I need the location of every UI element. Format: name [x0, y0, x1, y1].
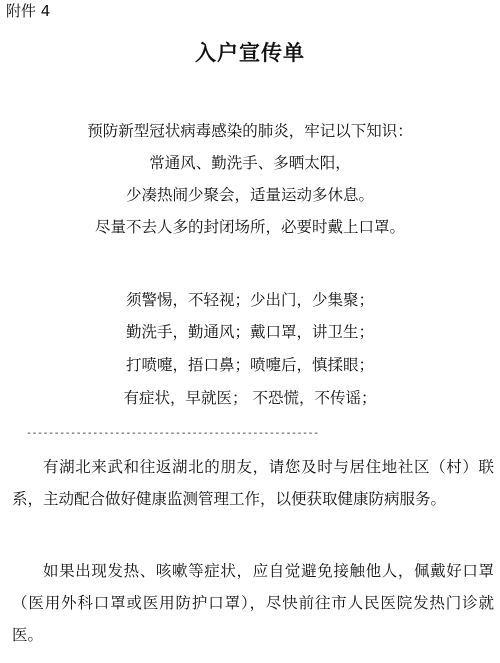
slogan-line-4: 有症状，早就医； 不恐慌，不传谣；	[123, 389, 377, 407]
notice-paragraph-2: 如果出现发热、咳嗽等症状，应自觉避免接触他人，佩戴好口罩（医用外科口罩或医用防护口罩），尽快前往市人民医院发热门诊就医。	[12, 562, 494, 644]
slogan-line-1: 须警惕，不轻视；少出门，少集聚；	[125, 291, 374, 309]
notice-paragraph-1: 有湖北来武和往返湖北的朋友，请您及时与居住地社区（村）联系，主动配合做好健康监测管理工作，以便获取健康防病服务。	[12, 458, 494, 508]
slogan-line-3: 打喷嚏，捂口鼻；喷嚏后，慎揉眼；	[125, 356, 374, 374]
slogan-line-2: 勤洗手，勤通风；戴口罩，讲卫生；	[125, 323, 374, 341]
tip-line-1: 常通风、勤洗手、多晒太阳，	[149, 154, 351, 172]
tip-line-3: 尽量不去人多的封闭场所，必要时戴上口罩。	[94, 218, 405, 236]
intro-line: 预防新型冠状病毒感染的肺炎，牢记以下知识：	[87, 122, 413, 140]
tip-line-2: 少凑热闹少聚会，适量运动多休息。	[125, 186, 374, 204]
dashed-divider: -----------------------------------------------------	[26, 428, 319, 439]
attachment-label: 附件 4	[6, 2, 51, 20]
document-title: 入户宣传单	[195, 40, 305, 65]
